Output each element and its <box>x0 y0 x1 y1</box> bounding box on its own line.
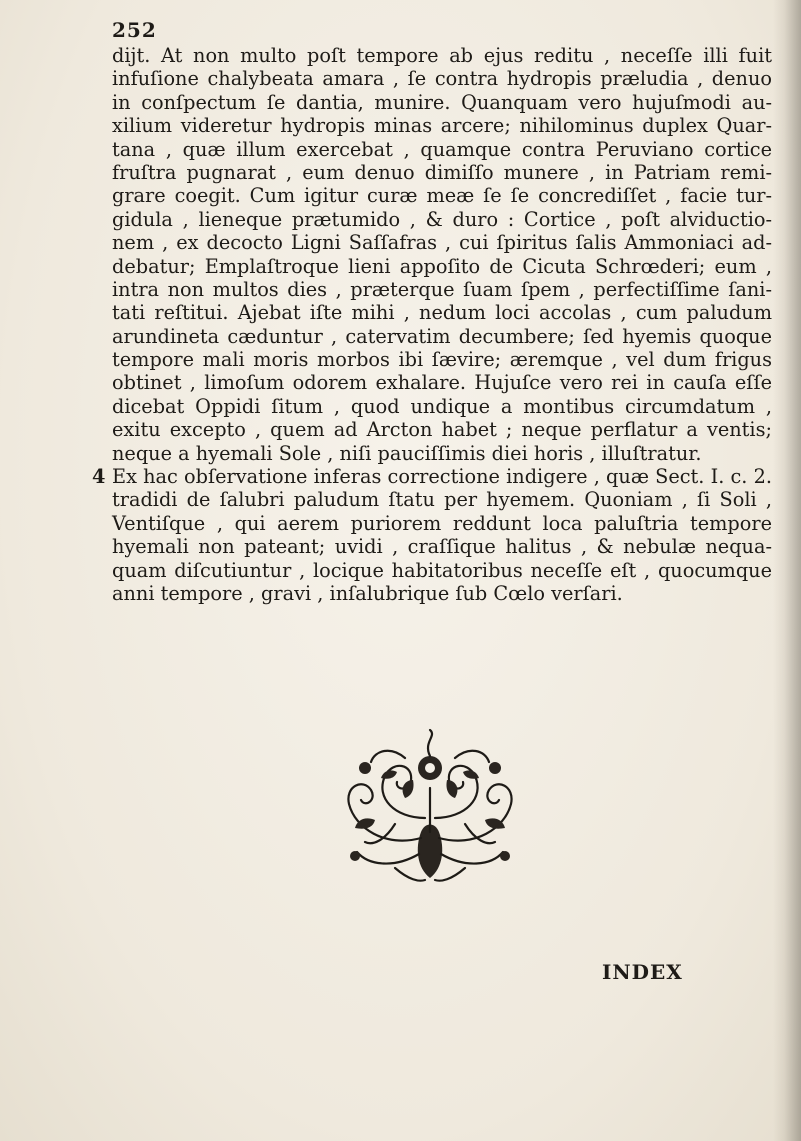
text-line: hyemali non pateant; uvidi , craſſique halitus , & nebulæ nequa- <box>112 535 772 559</box>
text-line: intra non multos dies , præterque ſuam ſpem , perfectiſſime ſani- <box>112 277 772 301</box>
floral-ornament <box>335 728 525 888</box>
text-line: xilium videretur hydropis minas arcere; nihilominus duplex Quar- <box>112 114 772 138</box>
text-line: Ventiſque , qui aerem puriorem reddunt loca paluſtria tempore <box>112 511 772 535</box>
text-line: nem , ex decocto Ligni Saſſafras , cui ſpiritus ſalis Ammoniaci ad- <box>112 231 772 255</box>
text-line: Ex hac obſervatione inferas correctione indigere , quæ Sect. I. c. 2. <box>112 465 772 489</box>
text-line: tempore mali moris morbos ibi ſævire; æremque , vel dum frigus <box>112 348 772 372</box>
text-line: anni tempore , gravi , inſalubrique ſub Cœlo verſari. <box>112 581 623 605</box>
page-edge-shadow <box>773 0 801 1141</box>
text-line: grare coegit. Cum igitur curæ meæ ſe ſe concrediſſet , facie tur- <box>112 184 772 208</box>
page-number: 252 <box>112 18 157 42</box>
text-line: in conſpectum ſe dantia, munire. Quanquam vero hujuſmodi au- <box>112 90 772 114</box>
text-line: dijt. At non multo poſt tempore ab ejus reditu , neceſſe illi fuit <box>112 44 772 67</box>
text-line: arundineta cæduntur , catervatim decumbere; ſed hyemis quoque <box>112 324 772 348</box>
catchword: INDEX <box>602 960 683 984</box>
text-line: gidula , lieneque prætumido , & duro : Cortice , poſt alviductio- <box>112 207 772 231</box>
text-line: tana , quæ illum exercebat , quamque contra Peruviano cortice <box>112 137 772 161</box>
text-line: neque a hyemali Sole , niſi pauciſſimis diei horis , illuſtratur. <box>112 441 702 465</box>
paragraph-line <box>92 465 772 489</box>
text-line: tati reſtitui. Ajebat iſte mihi , nedum loci accolas , cum paludum <box>112 301 772 325</box>
text-line: obtinet , limoſum odorem exhalare. Hujuſce vero rei in cauſa eſſe <box>112 371 772 395</box>
text-line: debatur; Emplaſtroque lieni appoſito de Cicuta Schrœderi; eum , <box>112 254 772 278</box>
paragraph-number: 4 <box>92 465 106 489</box>
text-line: exitu excepto , quem ad Arcton habet ; neque perflatur a ventis; <box>112 418 772 442</box>
body-text <box>92 44 772 605</box>
text-line: fruſtra pugnarat , eum denuo dimiſſo munere , in Patriam remi- <box>112 160 772 184</box>
text-line: dicebat Oppidi ſitum , quod undique a montibus circumdatum , <box>112 394 772 418</box>
text-line: infuſione chalybeata amara , ſe contra hydropis præludia , denuo <box>112 67 772 91</box>
text-line: quam diſcutiuntur , locique habitatoribus neceſſe eſt , quocumque <box>112 558 772 582</box>
text-line: tradidi de ſalubri paludum ſtatu per hyemem. Quoniam , ſi Soli , <box>112 488 772 512</box>
